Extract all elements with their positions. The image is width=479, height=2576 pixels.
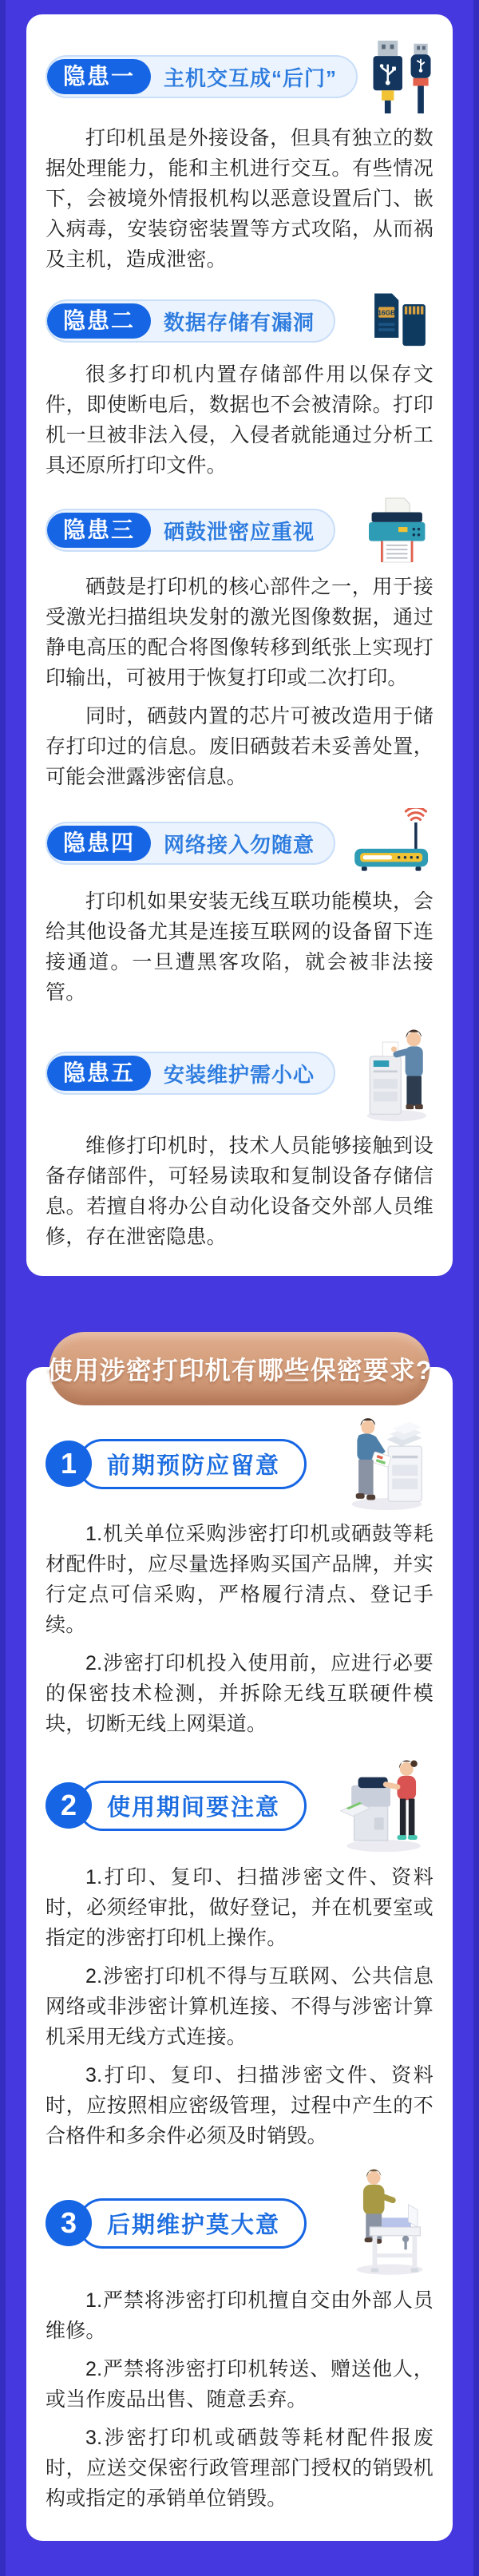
hazard-4-pill <box>46 822 335 865</box>
memory-cards-icon <box>366 291 433 351</box>
requirement-3-item-3: 3.涉密打印机或硒鼓等耗材配件报废时，应送交保密行政管理部门授权的销毁机构或指定的承销单位销毁。 <box>46 2427 433 2510</box>
hazard-3-pill <box>46 509 335 552</box>
hazard-4-header <box>46 808 433 878</box>
requirement-3-item-1: 1.严禁将涉密打印机擅自交由外部人员维修。 <box>46 2289 433 2342</box>
hazard-5-title: 安装维护需小心 <box>164 1062 315 1087</box>
hazard-2-title: 数据存储有漏洞 <box>164 310 315 335</box>
printer-icon <box>363 497 433 564</box>
requirement-2-header <box>46 1757 433 1854</box>
requirement-3-header <box>46 2169 433 2277</box>
hazard-1-badge: 隐患一 <box>47 59 151 94</box>
requirement-2-pill <box>46 1781 307 1831</box>
requirement-1-pill <box>46 1439 307 1489</box>
requirements-banner-title: 使用涉密打印机有哪些保密要求? <box>46 1356 433 1385</box>
requirement-1-number-badge: 1 <box>46 1441 92 1487</box>
wifi-router-icon <box>350 808 433 878</box>
hazard-2-paragraph: 很多打印机内置存储部件用以保存文件，即使断电后，数据也不会被清除。打印机一旦被非法入侵，入侵者就能通过分析工具还原所打印文件。 <box>46 363 433 477</box>
hazard-4-paragraph: 打印机如果安装无线互联功能模块，会给其他设备尤其是连接互联网的设备留下连接通道。一旦遭黑客攻陷，就会被非法接管。 <box>46 890 433 1004</box>
svg-text:16GB: 16GB <box>378 308 396 317</box>
requirement-2-number-badge: 2 <box>46 1782 92 1829</box>
person-paper-cutter-icon <box>347 2169 433 2277</box>
woman-operating-copier-icon <box>339 1757 433 1854</box>
requirement-2-item-1: 1.打印、复印、扫描涉密文件、资料时，必须经审批，做好登记，并在机要室或指定的涉密打印机上操作。 <box>46 1866 433 1949</box>
hazard-1-title: 主机交互成“后门” <box>164 65 338 90</box>
requirements-card <box>26 1367 453 2541</box>
requirement-3-number-badge: 3 <box>46 2200 92 2246</box>
requirements-banner <box>46 1332 433 1405</box>
hazard-5-header <box>46 1024 433 1123</box>
requirement-3-title: 后期维护莫大意 <box>77 2198 307 2249</box>
hazards-card <box>26 14 453 1276</box>
hazard-3-header <box>46 497 433 564</box>
requirement-1-item-2: 2.涉密打印机投入使用前，应进行必要的保密技术检测，并拆除无线互联硬件模块，切断无线上网渠道。 <box>46 1652 433 1735</box>
hazard-4-badge: 隐患四 <box>47 826 151 861</box>
hazard-2-pill <box>46 299 335 343</box>
hazard-5-badge: 隐患五 <box>47 1056 151 1091</box>
procurement-person-copier-icon <box>344 1417 433 1511</box>
maintenance-person-copier-icon <box>360 1024 433 1123</box>
requirement-1-item-1: 1.机关单位采购涉密打印机或硒鼓等耗材配件时，应尽量选择购买国产品牌，并实行定点可信采购，严格履行清点、登记手续。 <box>46 1523 433 1636</box>
hazard-2-badge: 隐患二 <box>47 303 151 339</box>
hazard-1-paragraph: 打印机虽是外接设备，但具有独立的数据处理能力，能和主机进行交互。有些情况下，会被境外情报机构以恶意设置后门、嵌入病毒，安装窃密装置等方式攻陷，从而祸及主机，造成泄密。 <box>46 127 433 271</box>
requirement-1-header <box>46 1417 433 1511</box>
hazard-3-paragraph-2: 同时，硒鼓内置的芯片可被改造用于储存打印过的信息。废旧硒鼓若未妥善处置，可能会泄露涉密信息。 <box>46 705 433 788</box>
hazard-4-title: 网络接入勿随意 <box>164 832 315 857</box>
hazard-1-header <box>46 38 433 115</box>
requirement-2-title: 使用期间要注意 <box>77 1781 307 1831</box>
hazard-2-header <box>46 291 433 351</box>
hazard-3-badge: 隐患三 <box>47 513 151 548</box>
requirement-3-pill <box>46 2198 307 2249</box>
hazard-3-title: 硒鼓泄密应重视 <box>164 519 315 544</box>
hazard-5-paragraph: 维修打印机时，技术人员能够接触到设备存储部件，可轻易读取和复制设备存储信息。若擅自将办公自动化设备交外部人员维修，存在泄密隐患。 <box>46 1135 433 1248</box>
requirement-1-title: 前期预防应留意 <box>77 1439 307 1489</box>
hazard-3-paragraph-1: 硒鼓是打印机的核心部件之一，用于接受激光扫描组块发射的激光图像数据，通过静电高压的配合将图像转移到纸张上实现打印输出，可被用于恢复打印或二次打印。 <box>46 576 433 689</box>
requirement-3-item-2: 2.严禁将涉密打印机转送、赠送他人，或当作废品出售、随意丢弃。 <box>46 2358 433 2411</box>
requirement-2-item-3: 3.打印、复印、扫描涉密文件、资料时，应按照相应密级管理，过程中产生的不合格件和多余件必须及时销毁。 <box>46 2064 433 2147</box>
hazard-1-pill <box>46 55 358 98</box>
usb-cables-icon <box>364 38 441 115</box>
requirement-2-item-2: 2.涉密打印机不得与互联网、公共信息网络或非涉密计算机连接、不得与涉密计算机采用无线方式连接。 <box>46 1965 433 2048</box>
hazard-5-pill <box>46 1052 335 1095</box>
